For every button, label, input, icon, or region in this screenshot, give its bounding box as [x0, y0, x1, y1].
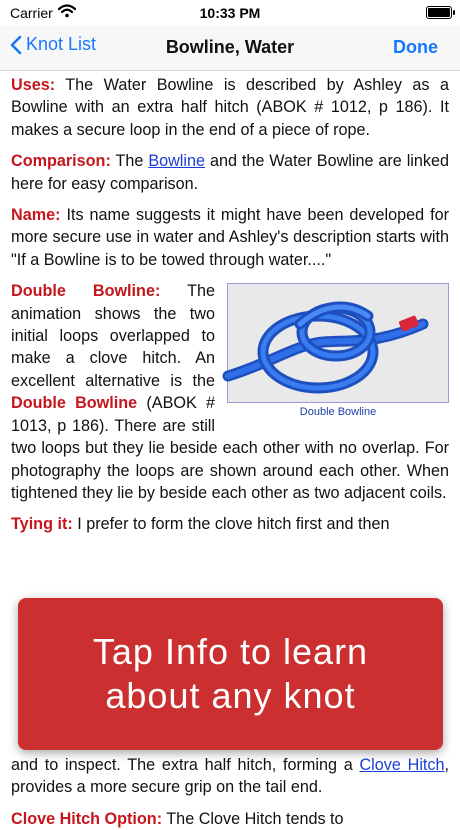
back-button-label: Knot List	[26, 34, 97, 54]
comparison-paragraph	[11, 150, 449, 195]
tying-text: I prefer to form the clove hitch first and then	[77, 515, 390, 534]
name-paragraph	[11, 204, 449, 271]
uses-label: Uses:	[11, 76, 56, 94]
comparison-pre: The	[115, 152, 144, 171]
status-bar	[0, 0, 460, 26]
done-button[interactable]: Done	[393, 37, 438, 57]
clove-option-paragraph	[11, 808, 449, 828]
alternative-post: , provides a more secure grip on the tail end.	[11, 756, 450, 797]
chevron-left-icon	[10, 35, 22, 55]
info-tip-line-1: Tap Info to learn	[92, 631, 369, 672]
double-bowline-figure	[227, 283, 449, 419]
name-label: Name:	[11, 206, 61, 225]
alternative-paragraph	[11, 754, 449, 799]
knot-description	[11, 74, 449, 545]
clove-option-label: Clove Hitch Option:	[11, 810, 163, 828]
double-bowline-ref[interactable]: Double Bowline	[11, 394, 138, 413]
clove-option-text: The Clove Hitch tends to	[166, 810, 344, 828]
clock: 10:33 PM	[199, 5, 261, 21]
alternative-text: and to inspect. The extra half hitch, forming a	[11, 756, 353, 774]
tying-paragraph	[11, 513, 449, 535]
double-bowline-label: Double Bowline:	[11, 282, 161, 301]
comparison-label: Comparison:	[11, 152, 111, 171]
tying-label: Tying it:	[11, 515, 73, 534]
carrier-label: Carrier	[10, 5, 53, 21]
back-button[interactable]	[10, 34, 96, 55]
bowline-link[interactable]: Bowline	[148, 152, 206, 171]
figure-caption: Double Bowline	[299, 406, 377, 419]
comparison-post: and the Water Bowline are linked here for easy comparison.	[11, 152, 449, 193]
info-tip-line-2: about any knot	[105, 675, 356, 716]
uses-paragraph	[11, 74, 449, 141]
info-tip-banner[interactable]	[18, 598, 443, 750]
uses-text: The Water Bowline is described by Ashley as a Bowline with an extra half hitch (ABOK # 1012, p 186). It makes a secure loop in the end of a piece of rope.	[11, 76, 449, 139]
double-bowline-text-1: The animation shows the two initial loops overlapped to make a clove hitch. An excellent alternative is the	[11, 282, 215, 390]
name-text: Its name suggests it might have been developed for more secure use in water and Ashley's description starts with "If a Bowline is to be towed through water...."	[11, 206, 449, 269]
navigation-bar	[0, 26, 460, 71]
page-title: Bowline, Water	[165, 37, 295, 57]
double-bowline-text-2: (ABOK # 1013, p 186). There are still two loops but they lie beside each other with no overlap. For photography the loops are shown around each other. When tightened they lie by beside each other as two adjacent coils.	[11, 394, 449, 502]
clove-hitch-link[interactable]: Clove Hitch	[359, 756, 445, 774]
double-bowline-photo[interactable]	[227, 283, 449, 403]
battery-icon	[426, 6, 452, 19]
